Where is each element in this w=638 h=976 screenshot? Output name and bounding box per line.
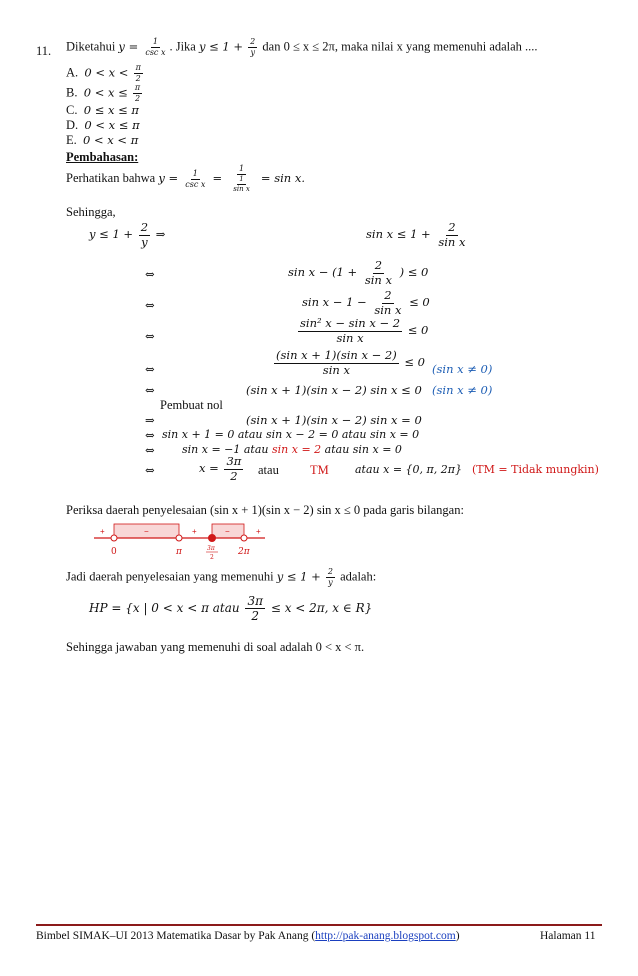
hp-b: ≤ x < 2π, x ∈ R} xyxy=(270,601,373,615)
step9-atau-1: atau xyxy=(258,463,279,477)
frac-den: 2 xyxy=(134,94,141,103)
step9-frac xyxy=(224,456,243,482)
notice-frac1 xyxy=(183,170,207,189)
frac-num: 2 xyxy=(374,258,383,272)
ineq: y ≤ 1 + xyxy=(198,39,244,54)
frac-num: 2 xyxy=(327,567,333,576)
option-label: E. xyxy=(66,133,77,147)
footer-text: Bimbel SIMAK–UI 2013 Matematika Dasar by Pak Anang ( xyxy=(36,930,316,942)
frac-num: 1 xyxy=(238,164,245,173)
sign-5: + xyxy=(256,527,261,536)
pembahasan-heading: Pembahasan: xyxy=(66,150,139,164)
frac-den: sin x xyxy=(322,362,350,377)
option-b xyxy=(66,84,144,103)
notice-eq2: = xyxy=(212,170,223,185)
step8 xyxy=(182,443,402,456)
ineq-frac-den: y xyxy=(250,48,255,57)
option-label: B. xyxy=(66,85,78,100)
step4-frac xyxy=(274,350,399,376)
step2 xyxy=(302,290,430,316)
option-text: 0 < x ≤ π xyxy=(84,118,140,132)
frac-num: 3π xyxy=(247,594,263,608)
number-line xyxy=(90,520,280,566)
step3 xyxy=(296,318,428,344)
hp-a: HP = {x | 0 < x < π atau xyxy=(89,601,240,615)
point-pi xyxy=(176,535,182,541)
periksa-line: Periksa daerah penyelesaian (sin x + 1)(sin x − 2) sin x ≤ 0 pada garis bilangan: xyxy=(66,503,464,517)
step2-frac xyxy=(372,290,403,316)
ineq-fraction xyxy=(248,38,257,57)
step9-atau-2: atau x = {0, π, 2π} xyxy=(355,463,462,476)
option-label: A. xyxy=(66,65,79,80)
option-text: 0 ≤ x ≤ π xyxy=(83,103,139,117)
option-c xyxy=(66,103,139,118)
footer-text-end: ) xyxy=(455,930,460,942)
page-number: Halaman 11 xyxy=(540,930,596,942)
implies-symbol-2: ⇒ xyxy=(145,413,155,427)
step1-b: ) ≤ 0 xyxy=(399,265,429,279)
nested-den: sin x xyxy=(233,185,250,193)
hp-set xyxy=(89,595,372,622)
option-a xyxy=(66,64,145,83)
question-mid2: dan 0 ≤ x ≤ 2π, maka nilai x yang memenuhi adalah .... xyxy=(262,39,538,54)
sign-1: + xyxy=(100,527,105,536)
jadi-frac xyxy=(326,568,335,587)
step1 xyxy=(288,260,428,286)
step3-b: ≤ 0 xyxy=(407,323,429,337)
frac-num: (sin x + 1)(sin x − 2) xyxy=(276,348,397,362)
notice-frac2 xyxy=(227,165,256,193)
step2-a: sin x − 1 − xyxy=(302,295,367,309)
step9-x xyxy=(199,456,245,482)
iff-symbol-8: ⇔ xyxy=(145,443,155,457)
iff-symbol-2: ⇔ xyxy=(145,298,155,312)
sign-4: − xyxy=(225,527,230,536)
option-d xyxy=(66,118,140,133)
step8-impossible: sin x = 2 xyxy=(272,443,322,456)
jadi-line xyxy=(66,568,376,587)
frac-num: π xyxy=(135,63,141,72)
frac-den: csc x xyxy=(185,179,206,189)
iff-symbol-9: ⇔ xyxy=(145,463,155,477)
iff-symbol-1: ⇔ xyxy=(145,267,155,281)
ineq-frac-num: 2 xyxy=(250,37,256,46)
notice-line xyxy=(66,165,305,193)
iff-symbol-3: ⇔ xyxy=(145,329,155,343)
question-number: 11. xyxy=(36,44,52,58)
step3-frac xyxy=(298,318,402,344)
condition-note-2: (sin x ≠ 0) xyxy=(432,383,493,397)
jadi-lead: Jadi daerah penyelesaian yang memenuhi xyxy=(66,569,274,584)
step9-tm: TM xyxy=(310,463,329,477)
label-3pi-num: 3π xyxy=(207,545,215,552)
step0-left xyxy=(89,222,165,248)
sign-3: + xyxy=(192,527,197,536)
notice-eq3: = sin x. xyxy=(260,170,305,185)
label-pi: π xyxy=(176,547,182,557)
step4 xyxy=(272,350,425,376)
frac-den: y xyxy=(328,578,333,587)
step9-eq: x = xyxy=(199,461,219,475)
iff-symbol-5: ⇔ xyxy=(145,383,155,397)
question-lead: Diketahui xyxy=(66,39,116,54)
point-2pi xyxy=(241,535,247,541)
footer-left xyxy=(36,930,460,942)
given-frac-num: 1 xyxy=(152,37,158,46)
step5: (sin x + 1)(sin x − 2) sin x ≤ 0 xyxy=(246,383,422,397)
step1-a: sin x − (1 + xyxy=(288,265,358,279)
point-3pi-2 xyxy=(209,535,216,542)
option-label: D. xyxy=(66,118,79,132)
nested-frac xyxy=(231,176,252,193)
option-e xyxy=(66,133,138,148)
frac-den: sin x xyxy=(374,302,402,317)
condition-note-1: (sin x ≠ 0) xyxy=(432,362,493,376)
pembuat-nol-label: Pembuat nol xyxy=(160,398,223,412)
option-label: C. xyxy=(66,103,78,117)
step0-right-frac xyxy=(436,222,467,248)
question-text xyxy=(66,38,538,57)
frac-den: sin x xyxy=(438,234,466,249)
frac-num: 3π xyxy=(226,454,242,468)
option-fraction xyxy=(133,84,142,103)
question-mid1: . Jika xyxy=(169,39,196,54)
step0-left-text: y ≤ 1 + xyxy=(89,227,134,241)
step0-left-frac xyxy=(139,222,150,248)
hp-frac xyxy=(245,595,265,622)
frac-num: 1 xyxy=(192,168,198,178)
point-0 xyxy=(111,535,117,541)
frac-den: sin x xyxy=(336,330,364,345)
given-fraction xyxy=(143,38,167,57)
conclusion: Sehingga jawaban yang memenuhi di soal adalah 0 < x < π. xyxy=(66,640,365,654)
step0-right-text: sin x ≤ 1 + xyxy=(366,227,431,241)
tm-note: (TM = Tidak mungkin) xyxy=(472,463,599,476)
option-text: 0 < x < xyxy=(84,65,129,80)
step2-b: ≤ 0 xyxy=(409,295,430,309)
label-2pi: 2π xyxy=(238,547,250,557)
sign-2: − xyxy=(144,527,149,536)
notice-eq1: y = xyxy=(158,170,179,185)
given-eq: y = xyxy=(118,39,139,54)
step0-right xyxy=(366,222,469,248)
frac-num: π xyxy=(134,83,141,92)
step1-frac xyxy=(363,260,394,286)
iff-symbol-4: ⇔ xyxy=(145,362,155,376)
option-fraction xyxy=(134,64,143,83)
iff-symbol-7: ⇔ xyxy=(145,428,155,442)
step8-a: sin x = −1 atau xyxy=(182,443,269,456)
frac-den xyxy=(227,175,256,193)
label-0: 0 xyxy=(111,547,117,557)
frac-den: y xyxy=(141,234,148,249)
option-text: 0 < x ≤ xyxy=(83,85,128,100)
frac-den: sin x xyxy=(364,272,392,287)
frac-num: 2 xyxy=(140,220,149,234)
frac-num: 2 xyxy=(448,220,456,234)
notice-lead: Perhatikan bahwa xyxy=(66,170,156,185)
frac-den: 2 xyxy=(251,609,260,623)
step7: sin x + 1 = 0 atau sin x − 2 = 0 atau sin x = 0 xyxy=(162,428,420,441)
option-text: 0 < x < π xyxy=(83,133,139,147)
sehingga-label: Sehingga, xyxy=(66,205,116,219)
frac-den: 2 xyxy=(230,468,238,483)
jadi-ineq: y ≤ 1 + xyxy=(276,569,321,584)
jadi-tail: adalah: xyxy=(340,569,377,584)
given-frac-den: csc x xyxy=(145,48,166,57)
step6: (sin x + 1)(sin x − 2) sin x = 0 xyxy=(246,413,422,427)
nested-num: 1 xyxy=(239,175,244,183)
label-3pi-den: 2 xyxy=(210,554,214,561)
footer-divider xyxy=(36,924,602,926)
frac-den: 2 xyxy=(135,74,141,83)
implies-symbol: ⇒ xyxy=(155,227,166,241)
frac-num: 2 xyxy=(384,288,392,302)
step8-b: atau sin x = 0 xyxy=(324,443,402,456)
footer-link[interactable]: http://pak-anang.blogspot.com xyxy=(315,930,456,942)
step4-b: ≤ 0 xyxy=(404,355,425,369)
frac-num: sin² x − sin x − 2 xyxy=(300,316,401,330)
